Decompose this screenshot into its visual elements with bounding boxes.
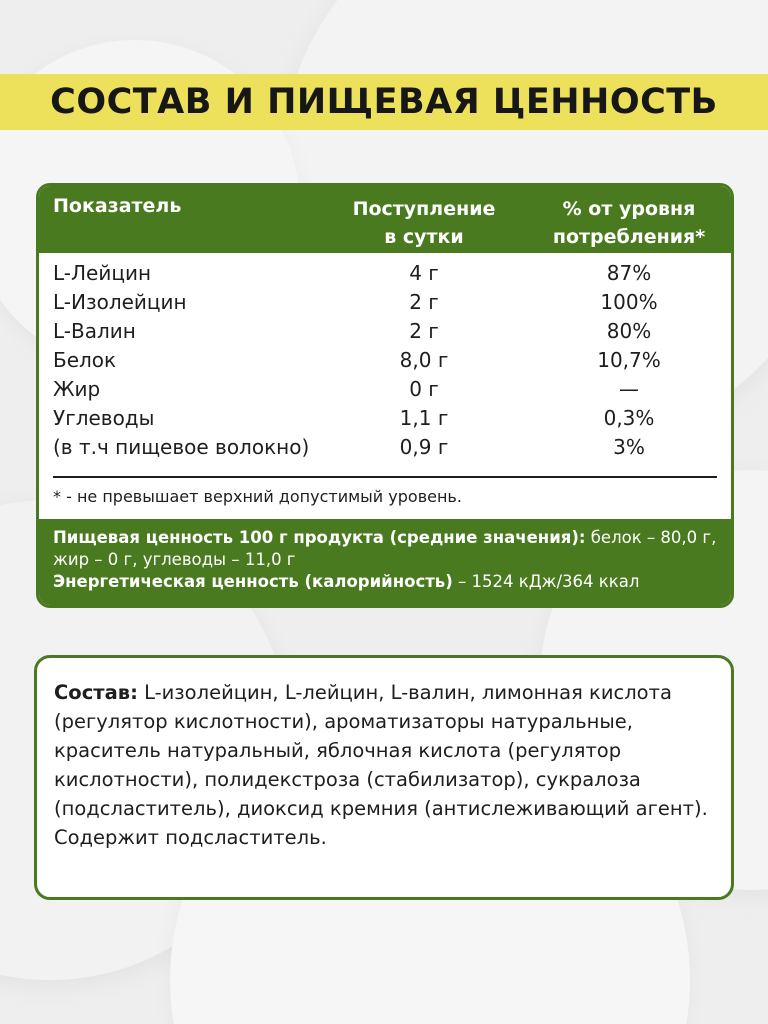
row-intake: 0,9 г (399, 435, 449, 459)
header-percent-line2: потребления* (552, 226, 706, 248)
row-name: Углеводы (53, 406, 155, 430)
row-percent: — (619, 377, 639, 401)
row-name: Жир (53, 377, 101, 401)
composition-card (34, 655, 734, 900)
header-percent-line1: % от уровня (562, 198, 696, 220)
energy-value-label: Энергетическая ценность (калорийность) (53, 572, 453, 591)
row-intake: 8,0 г (399, 348, 449, 372)
row-intake: 2 г (409, 319, 439, 343)
composition-text (54, 678, 715, 852)
title-band (0, 74, 768, 130)
row-percent: 3% (613, 435, 645, 459)
row-intake: 4 г (409, 261, 439, 285)
row-name: (в т.ч пищевое волокно) (53, 435, 310, 459)
header-intake-line1: Поступление (352, 198, 496, 220)
nutrition-value-panel (39, 519, 731, 608)
row-name: L-Лейцин (53, 261, 152, 285)
row-name: L-Валин (53, 319, 136, 343)
row-intake: 1,1 г (399, 406, 449, 430)
energy-value-body: – 1524 кДж/364 ккал (452, 572, 640, 591)
row-intake: 2 г (409, 290, 439, 314)
header-percent (529, 195, 729, 251)
row-name: L-Изолейцин (53, 290, 187, 314)
header-indicator: Показатель (53, 195, 182, 217)
table-header (39, 186, 731, 253)
table-row (39, 319, 731, 348)
nutrition-value-body: белок – 80,0 г, жир – 0 г, углеводы – 11,0 г (53, 528, 717, 569)
table-footnote: * - не превышает верхний допустимый уровень. (53, 487, 462, 506)
nutrition-value-label: Пищевая ценность 100 г продукта (средние значения): (53, 528, 586, 547)
composition-label: Состав: (54, 681, 138, 704)
table-row (39, 435, 731, 464)
table-divider (53, 476, 717, 478)
nutrition-value-text (53, 527, 717, 593)
row-percent: 87% (606, 261, 652, 285)
row-percent: 80% (606, 319, 652, 343)
table-row (39, 261, 731, 290)
row-name: Белок (53, 348, 117, 372)
header-intake (319, 195, 529, 251)
table-row (39, 377, 731, 406)
table-row (39, 348, 731, 377)
composition-body: L-изолейцин, L-лейцин, L-валин, лимонная кислота (регулятор кислотности), ароматизаторы натуральные, краситель натуральный, яблочная кислота (регулятор кислотности), полидекстроза (стабилизатор), сукралоза (подсластитель), диоксид кремния (антислеживающий агент). Содержит подсластитель. (54, 681, 708, 849)
header-intake-line2: в сутки (384, 226, 464, 248)
table-row (39, 290, 731, 319)
row-percent: 10,7% (597, 348, 661, 372)
row-intake: 0 г (409, 377, 439, 401)
table-body (39, 261, 731, 464)
table-row (39, 406, 731, 435)
row-percent: 100% (600, 290, 658, 314)
page-title: СОСТАВ И ПИЩЕВАЯ ЦЕННОСТЬ (50, 82, 718, 122)
row-percent: 0,3% (603, 406, 655, 430)
nutrition-table-card (36, 183, 734, 608)
